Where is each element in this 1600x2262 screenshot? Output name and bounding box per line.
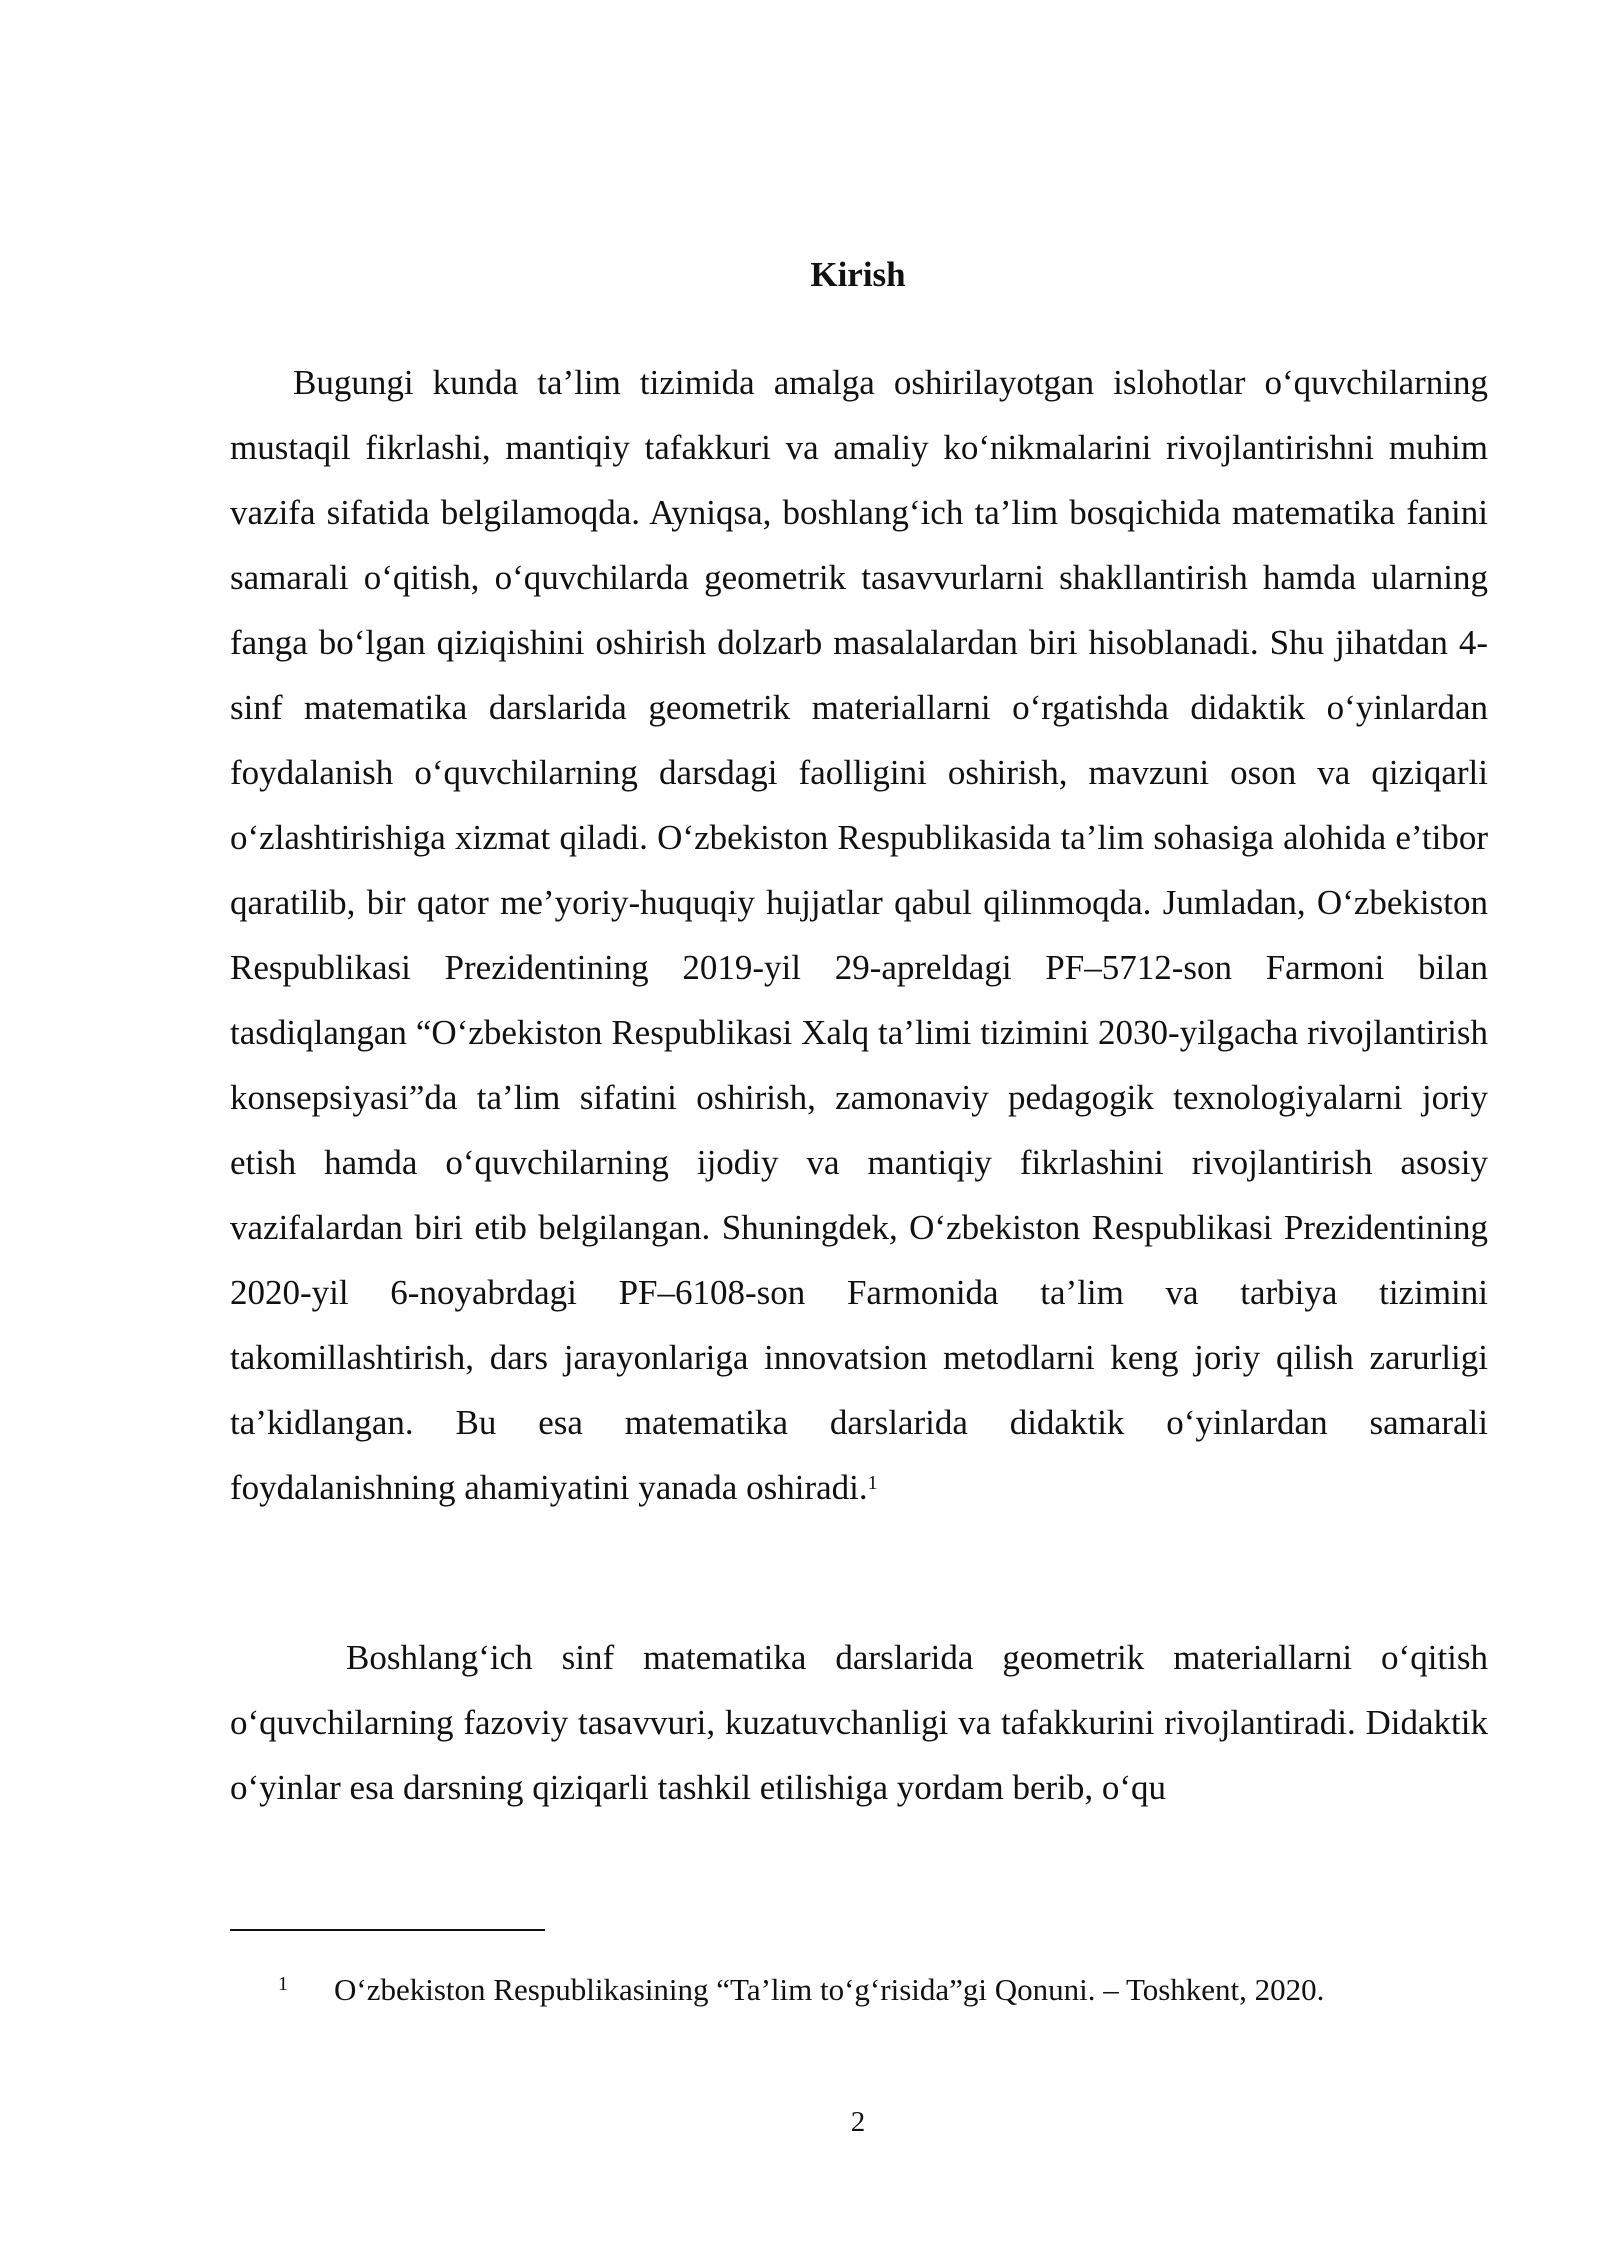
footnote-text: O‘zbekiston Respublikasining “Ta’lim to‘g‘risida”gi Qonuni. – Toshkent, 2020. bbox=[334, 1972, 1325, 2007]
paragraph-2-text: Boshlang‘ich sinf matematika darslarida geometrik materiallarni o‘qitish o‘quvchilarning fazoviy tasavvuri, kuzatuvchanligi va tafakkurini rivojlantiradi. Didaktik o‘yinlar esa darsning qiziqarli tashkil etilishiga yordam berib, o‘qu bbox=[230, 1638, 1488, 1807]
page-number: 2 bbox=[850, 2106, 866, 2138]
paragraph-1 bbox=[230, 350, 1488, 1520]
footnote-number: 1 bbox=[278, 1973, 288, 1995]
page-title: Kirish bbox=[810, 255, 906, 294]
paragraph-2 bbox=[230, 1625, 1488, 1820]
footnote-separator bbox=[230, 1929, 545, 1931]
paragraph-1-text: Bugungi kunda ta’lim tizimida amalga oshirilayotgan islohotlar o‘quvchilarning mustaqil fikrlashi, mantiqiy tafakkuri va amaliy ko‘nikmalarini rivojlantirishni muhim vazifa sifatida belgilamoqda. Ayniqsa, boshlang‘ich ta’lim bosqichida matematika fanini samarali o‘qitish, o‘quvchilarda geometrik tasavvurlarni shakllantirish hamda ularning fanga bo‘lgan qiziqishini oshirish dolzarb masalalardan biri hisoblanadi. Shu jihatdan 4-sinf matematika darslarida geometrik materiallarni o‘rgatishda didaktik o‘yinlardan foydalanish o‘quvchilarning darsdagi faolligini oshirish, mavzuni oson va qiziqarli o‘zlashtirishiga xizmat qiladi. O‘zbekiston Respublikasida ta’lim sohasiga alohida e’tibor qaratilib, bir qator me’yoriy-huquqiy hujjatlar qabul qilinmoqda. Jumladan, O‘zbekiston Respublikasi Prezidentining 2019-yil 29-apreldagi PF–5712-son Farmoni bilan tasdiqlangan “O‘zbekiston Respublikasi Xalq ta’limi tizimini 2030-yilgacha rivojlantirish konsepsiyasi”da ta’lim sifatini oshirish, zamonaviy pedagogik texnologiyalarni joriy etish hamda o‘quvchilarning ijodiy va mantiqiy fikrlashini rivojlantirish asosiy vazifalardan biri etib belgilangan. Shuningdek, O‘zbekiston Respublikasi Prezidentining 2020-yil 6-noyabrdagi PF–6108-son Farmonida ta’lim va tarbiya tizimini takomillashtirish, dars jarayonlariga innovatsion metodlarni keng joriy qilish zarurligi ta’kidlangan. Bu esa matematika darslarida didaktik o‘yinlardan samarali foydalanishning ahamiyatini yanada oshiradi. bbox=[230, 363, 1488, 1507]
footnote-reference: 1 bbox=[867, 1472, 878, 1494]
